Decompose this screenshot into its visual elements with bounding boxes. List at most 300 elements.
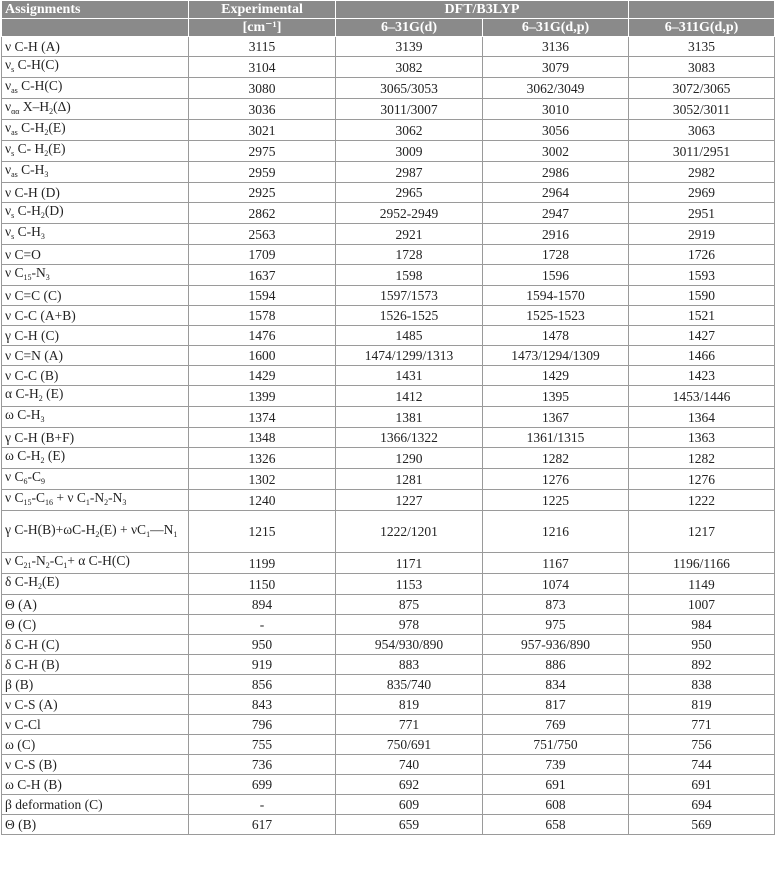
cell-631gd: 819 bbox=[336, 695, 483, 715]
subscript-text: 2 bbox=[95, 529, 100, 539]
assignment-text: —N bbox=[150, 521, 174, 537]
cell-6311gdp: 694 bbox=[629, 795, 775, 815]
subscript-text: 2 bbox=[44, 128, 49, 137]
assignment-text: C-H bbox=[17, 120, 45, 135]
cell-experimental: 3104 bbox=[189, 57, 336, 78]
cell-experimental: - bbox=[189, 795, 336, 815]
cell-assignment bbox=[2, 57, 189, 78]
cell-6311gdp: 950 bbox=[629, 635, 775, 655]
cell-631gd: 692 bbox=[336, 775, 483, 795]
table-row bbox=[2, 162, 775, 183]
assignment-text: ν bbox=[5, 141, 12, 156]
cell-631gdp: 691 bbox=[483, 775, 629, 795]
cell-6311gdp: 1453/1446 bbox=[629, 386, 775, 407]
assignment-text: Θ (B) bbox=[5, 817, 37, 832]
cell-631gdp: 3002 bbox=[483, 141, 629, 162]
assignment-text: C-H(C) bbox=[14, 57, 59, 72]
cell-6311gdp: 1149 bbox=[629, 574, 775, 595]
cell-assignment bbox=[2, 366, 189, 386]
subscript-text: 2 bbox=[49, 107, 54, 116]
table-row bbox=[2, 78, 775, 99]
cell-experimental: 1594 bbox=[189, 286, 336, 306]
cell-631gd: 1728 bbox=[336, 245, 483, 265]
cell-experimental: 843 bbox=[189, 695, 336, 715]
cell-631gd: 883 bbox=[336, 655, 483, 675]
cell-631gd: 1526-1525 bbox=[336, 306, 483, 326]
assignment-text: (E) bbox=[48, 120, 66, 135]
assignment-text: C-H(C) bbox=[17, 78, 63, 93]
table-row bbox=[2, 141, 775, 162]
assignment-text: ν C=O bbox=[5, 247, 41, 262]
assignment-text: ν C=C (C) bbox=[5, 288, 62, 303]
table-row bbox=[2, 99, 775, 120]
cell-6311gdp: 744 bbox=[629, 755, 775, 775]
cell-assignment bbox=[2, 755, 189, 775]
cell-assignment bbox=[2, 203, 189, 224]
assignment-text: + ν C bbox=[52, 490, 86, 505]
assignment-text: C- H bbox=[14, 141, 45, 156]
assignment-text: ν bbox=[5, 57, 12, 72]
cell-631gd: 1474/1299/1313 bbox=[336, 346, 483, 366]
assignment-text: ν bbox=[5, 203, 12, 218]
assignment-text: (E) + νC bbox=[99, 521, 147, 537]
header-basis-6311gdp: 6–311G(d,p) bbox=[629, 19, 775, 37]
cell-assignment bbox=[2, 675, 189, 695]
cell-631gd: 2987 bbox=[336, 162, 483, 183]
table-row bbox=[2, 511, 775, 553]
table-row bbox=[2, 386, 775, 407]
cell-631gdp: 769 bbox=[483, 715, 629, 735]
assignment-text: ν C-C (A+B) bbox=[5, 308, 76, 323]
subscript-text: 1 bbox=[173, 529, 178, 539]
assignment-text: -C bbox=[27, 469, 41, 484]
subscript-text: 3 bbox=[44, 170, 49, 179]
assignment-text: γ C-H (C) bbox=[5, 328, 59, 343]
assignment-text: δ C-H (B) bbox=[5, 657, 60, 672]
cell-631gd: 1290 bbox=[336, 448, 483, 469]
cell-6311gdp: 3083 bbox=[629, 57, 775, 78]
cell-631gd: 875 bbox=[336, 595, 483, 615]
table-row bbox=[2, 203, 775, 224]
table-row bbox=[2, 469, 775, 490]
cell-experimental: 617 bbox=[189, 815, 336, 835]
cell-6311gdp: 1276 bbox=[629, 469, 775, 490]
assignment-text: -N bbox=[89, 490, 105, 505]
cell-experimental: 1302 bbox=[189, 469, 336, 490]
table-header bbox=[2, 1, 775, 37]
assignment-text: β deformation (C) bbox=[5, 797, 103, 812]
table-row bbox=[2, 635, 775, 655]
cell-631gd: 750/691 bbox=[336, 735, 483, 755]
assignment-text: X–H bbox=[19, 99, 50, 114]
cell-631gd: 3139 bbox=[336, 37, 483, 57]
cell-assignment bbox=[2, 655, 189, 675]
assignment-text: ν bbox=[5, 120, 12, 135]
cell-6311gdp: 1726 bbox=[629, 245, 775, 265]
assignment-text: C-H bbox=[14, 224, 41, 239]
cell-631gd: 1171 bbox=[336, 553, 483, 574]
cell-631gdp: 1225 bbox=[483, 490, 629, 511]
cell-experimental: 2959 bbox=[189, 162, 336, 183]
cell-631gdp: 2964 bbox=[483, 183, 629, 203]
cell-631gd: 609 bbox=[336, 795, 483, 815]
cell-631gd: 2921 bbox=[336, 224, 483, 245]
cell-631gd: 3011/3007 bbox=[336, 99, 483, 120]
cell-experimental: 856 bbox=[189, 675, 336, 695]
cell-experimental: 2975 bbox=[189, 141, 336, 162]
assignment-text: -N bbox=[108, 490, 123, 505]
cell-631gdp: 739 bbox=[483, 755, 629, 775]
cell-631gd: 954/930/890 bbox=[336, 635, 483, 655]
table-row bbox=[2, 286, 775, 306]
subscript-text: as bbox=[11, 170, 18, 179]
subscript-text: 2 bbox=[40, 211, 45, 220]
subscript-text: 15 bbox=[23, 273, 32, 282]
cell-6311gdp: 2969 bbox=[629, 183, 775, 203]
table-row bbox=[2, 326, 775, 346]
subscript-text: αα bbox=[11, 107, 20, 116]
cell-assignment bbox=[2, 183, 189, 203]
assignment-text: γ C-H (B+F) bbox=[5, 430, 75, 445]
cell-631gd: 978 bbox=[336, 615, 483, 635]
assignment-text: (E) bbox=[44, 448, 66, 463]
table-row bbox=[2, 120, 775, 141]
assignment-text: ν C bbox=[5, 469, 24, 484]
subscript-text: 2 bbox=[38, 582, 42, 591]
cell-assignment bbox=[2, 162, 189, 183]
table-row bbox=[2, 675, 775, 695]
cell-631gdp: 817 bbox=[483, 695, 629, 715]
assignment-text: δ C-H (C) bbox=[5, 637, 60, 652]
cell-experimental: 919 bbox=[189, 655, 336, 675]
cell-631gd: 771 bbox=[336, 715, 483, 735]
assignment-text: (E) bbox=[42, 574, 60, 589]
cell-experimental: 1429 bbox=[189, 366, 336, 386]
cell-assignment bbox=[2, 635, 189, 655]
cell-experimental: 1709 bbox=[189, 245, 336, 265]
cell-631gd: 1222/1201 bbox=[336, 511, 483, 553]
cell-631gd: 1412 bbox=[336, 386, 483, 407]
cell-631gdp: 975 bbox=[483, 615, 629, 635]
assignment-text: γ C-H(B)+ωC-H bbox=[5, 521, 96, 537]
cell-631gdp: 886 bbox=[483, 655, 629, 675]
cell-631gd: 3009 bbox=[336, 141, 483, 162]
cell-6311gdp: 1590 bbox=[629, 286, 775, 306]
cell-assignment bbox=[2, 386, 189, 407]
cell-631gd: 835/740 bbox=[336, 675, 483, 695]
assignment-text: ν C-S (B) bbox=[5, 757, 57, 772]
cell-assignment bbox=[2, 795, 189, 815]
header-assignments: Assignments bbox=[2, 1, 189, 19]
subscript-text: 3 bbox=[45, 273, 50, 282]
cell-experimental: 1150 bbox=[189, 574, 336, 595]
cell-6311gdp: 984 bbox=[629, 615, 775, 635]
assignment-text: (D) bbox=[44, 203, 64, 218]
cell-6311gdp: 1196/1166 bbox=[629, 553, 775, 574]
cell-experimental: 755 bbox=[189, 735, 336, 755]
subscript-text: 16 bbox=[44, 498, 53, 507]
assignment-text: C-H bbox=[14, 203, 41, 218]
table-row bbox=[2, 346, 775, 366]
cell-631gdp: 1525-1523 bbox=[483, 306, 629, 326]
subscript-text: s bbox=[11, 65, 15, 74]
cell-assignment bbox=[2, 120, 189, 141]
cell-assignment bbox=[2, 490, 189, 511]
cell-631gd: 1431 bbox=[336, 366, 483, 386]
cell-experimental: 1240 bbox=[189, 490, 336, 511]
header-empty-sub bbox=[2, 19, 189, 37]
table-row bbox=[2, 183, 775, 203]
assignment-text: ν bbox=[5, 162, 12, 177]
cell-experimental: - bbox=[189, 615, 336, 635]
cell-assignment bbox=[2, 715, 189, 735]
subscript-text: 9 bbox=[40, 477, 45, 486]
cell-assignment bbox=[2, 511, 189, 553]
table-row bbox=[2, 490, 775, 511]
cell-6311gdp: 1217 bbox=[629, 511, 775, 553]
assignment-text: δ C-H bbox=[5, 574, 38, 589]
cell-6311gdp: 1364 bbox=[629, 407, 775, 428]
cell-assignment bbox=[2, 286, 189, 306]
cell-assignment bbox=[2, 306, 189, 326]
table-row bbox=[2, 366, 775, 386]
subscript-text: 6 bbox=[23, 477, 28, 486]
cell-6311gdp: 1521 bbox=[629, 306, 775, 326]
cell-631gdp: 873 bbox=[483, 595, 629, 615]
cell-631gd: 3065/3053 bbox=[336, 78, 483, 99]
cell-631gdp: 2986 bbox=[483, 162, 629, 183]
subscript-text: s bbox=[11, 211, 15, 220]
assignment-text: ω C-H bbox=[5, 448, 41, 463]
cell-631gd: 1153 bbox=[336, 574, 483, 595]
cell-631gdp: 3136 bbox=[483, 37, 629, 57]
cell-631gd: 1381 bbox=[336, 407, 483, 428]
cell-631gdp: 1361/1315 bbox=[483, 428, 629, 448]
subscript-text: 2 bbox=[45, 561, 50, 570]
table-row bbox=[2, 57, 775, 78]
subscript-text: s bbox=[11, 232, 15, 241]
cell-experimental: 1399 bbox=[189, 386, 336, 407]
header-experimental: Experimental bbox=[189, 1, 336, 19]
cell-experimental: 699 bbox=[189, 775, 336, 795]
cell-631gdp: 3010 bbox=[483, 99, 629, 120]
cell-assignment bbox=[2, 224, 189, 245]
cell-631gdp: 2916 bbox=[483, 224, 629, 245]
assignment-text: α C-H bbox=[5, 386, 39, 401]
cell-631gdp: 658 bbox=[483, 815, 629, 835]
cell-631gdp: 1728 bbox=[483, 245, 629, 265]
cell-631gdp: 2947 bbox=[483, 203, 629, 224]
table-body bbox=[2, 37, 775, 835]
assignment-text: ν C bbox=[5, 490, 24, 505]
subscript-text: 1 bbox=[146, 529, 151, 539]
vibrational-assignments-table bbox=[1, 0, 775, 835]
cell-assignment bbox=[2, 141, 189, 162]
cell-631gdp: 1282 bbox=[483, 448, 629, 469]
cell-631gdp: 751/750 bbox=[483, 735, 629, 755]
cell-6311gdp: 1222 bbox=[629, 490, 775, 511]
assignment-text: -N bbox=[31, 265, 46, 280]
assignment-text: ω C-H (B) bbox=[5, 777, 62, 792]
cell-631gd: 2952-2949 bbox=[336, 203, 483, 224]
cell-6311gdp: 3063 bbox=[629, 120, 775, 141]
cell-assignment bbox=[2, 595, 189, 615]
assignment-text: ω (C) bbox=[5, 737, 36, 752]
table-row bbox=[2, 795, 775, 815]
subscript-text: 3 bbox=[40, 415, 45, 424]
cell-631gd: 1227 bbox=[336, 490, 483, 511]
table-row bbox=[2, 224, 775, 245]
cell-assignment bbox=[2, 615, 189, 635]
cell-assignment bbox=[2, 99, 189, 120]
assignment-text: β (B) bbox=[5, 677, 34, 692]
assignment-text: ν C bbox=[5, 553, 24, 568]
table-row bbox=[2, 265, 775, 286]
assignment-text: ν C-H (D) bbox=[5, 185, 60, 200]
assignment-text: -C bbox=[31, 490, 45, 505]
assignment-text: ν C-H (A) bbox=[5, 39, 60, 54]
cell-631gdp: 1478 bbox=[483, 326, 629, 346]
cell-experimental: 1215 bbox=[189, 511, 336, 553]
cell-experimental: 2925 bbox=[189, 183, 336, 203]
cell-6311gdp: 1423 bbox=[629, 366, 775, 386]
cell-6311gdp: 1427 bbox=[629, 326, 775, 346]
assignment-text: -N bbox=[31, 553, 46, 568]
cell-6311gdp: 2951 bbox=[629, 203, 775, 224]
cell-631gd: 1485 bbox=[336, 326, 483, 346]
subscript-text: 3 bbox=[122, 498, 127, 507]
cell-631gd: 659 bbox=[336, 815, 483, 835]
assignment-text: Θ (A) bbox=[5, 597, 37, 612]
assignment-text: ν bbox=[5, 99, 12, 114]
assignment-text: ν C-Cl bbox=[5, 717, 41, 732]
cell-experimental: 796 bbox=[189, 715, 336, 735]
assignment-text: (E) bbox=[48, 141, 66, 156]
cell-experimental: 1600 bbox=[189, 346, 336, 366]
header-basis-631gd: 6–31G(d) bbox=[336, 19, 483, 37]
cell-631gdp: 1596 bbox=[483, 265, 629, 286]
cell-6311gdp: 3072/3065 bbox=[629, 78, 775, 99]
cell-631gdp: 1367 bbox=[483, 407, 629, 428]
cell-assignment bbox=[2, 245, 189, 265]
cell-6311gdp: 1593 bbox=[629, 265, 775, 286]
assignment-text: ν bbox=[5, 224, 12, 239]
subscript-text: as bbox=[11, 86, 18, 95]
cell-6311gdp: 1363 bbox=[629, 428, 775, 448]
cell-assignment bbox=[2, 37, 189, 57]
cell-6311gdp: 2982 bbox=[629, 162, 775, 183]
cell-assignment bbox=[2, 78, 189, 99]
assignment-text: ν C bbox=[5, 265, 24, 280]
cell-631gdp: 1473/1294/1309 bbox=[483, 346, 629, 366]
subscript-text: 1 bbox=[63, 561, 68, 570]
cell-experimental: 894 bbox=[189, 595, 336, 615]
cell-6311gdp: 1282 bbox=[629, 448, 775, 469]
header-empty bbox=[629, 1, 775, 19]
cell-631gd: 2965 bbox=[336, 183, 483, 203]
cell-631gdp: 834 bbox=[483, 675, 629, 695]
assignment-text: ν bbox=[5, 78, 12, 93]
cell-631gd: 3082 bbox=[336, 57, 483, 78]
cell-6311gdp: 819 bbox=[629, 695, 775, 715]
cell-experimental: 3036 bbox=[189, 99, 336, 120]
cell-631gdp: 1074 bbox=[483, 574, 629, 595]
cell-experimental: 1326 bbox=[189, 448, 336, 469]
cell-6311gdp: 1466 bbox=[629, 346, 775, 366]
subscript-text: 15 bbox=[23, 498, 32, 507]
cell-6311gdp: 756 bbox=[629, 735, 775, 755]
assignment-text: (E) bbox=[42, 386, 64, 401]
cell-assignment bbox=[2, 553, 189, 574]
cell-experimental: 2862 bbox=[189, 203, 336, 224]
table-row bbox=[2, 815, 775, 835]
table-row bbox=[2, 407, 775, 428]
table-row bbox=[2, 715, 775, 735]
subscript-text: 1 bbox=[85, 498, 90, 507]
cell-experimental: 3021 bbox=[189, 120, 336, 141]
cell-631gd: 740 bbox=[336, 755, 483, 775]
cell-assignment bbox=[2, 428, 189, 448]
cell-6311gdp: 691 bbox=[629, 775, 775, 795]
cell-assignment bbox=[2, 815, 189, 835]
cell-assignment bbox=[2, 326, 189, 346]
subscript-text: 21 bbox=[23, 561, 32, 570]
table-row bbox=[2, 306, 775, 326]
cell-assignment bbox=[2, 469, 189, 490]
assignment-text: -C bbox=[49, 553, 64, 568]
assignment-text: Θ (C) bbox=[5, 617, 37, 632]
cell-assignment bbox=[2, 574, 189, 595]
cell-experimental: 1637 bbox=[189, 265, 336, 286]
assignment-text: C-H bbox=[17, 162, 45, 177]
table-row bbox=[2, 553, 775, 574]
subscript-text: 2 bbox=[40, 456, 45, 465]
cell-631gdp: 1594-1570 bbox=[483, 286, 629, 306]
cell-6311gdp: 3052/3011 bbox=[629, 99, 775, 120]
assignment-text: ν C-C (B) bbox=[5, 368, 59, 383]
cell-6311gdp: 2919 bbox=[629, 224, 775, 245]
cell-631gdp: 1216 bbox=[483, 511, 629, 553]
table-row bbox=[2, 695, 775, 715]
cell-experimental: 2563 bbox=[189, 224, 336, 245]
table-row bbox=[2, 245, 775, 265]
table-row bbox=[2, 595, 775, 615]
table-row bbox=[2, 448, 775, 469]
assignment-text: ν C=N (A) bbox=[5, 348, 63, 363]
cell-experimental: 950 bbox=[189, 635, 336, 655]
cell-experimental: 1199 bbox=[189, 553, 336, 574]
cell-experimental: 3115 bbox=[189, 37, 336, 57]
cell-assignment bbox=[2, 695, 189, 715]
cell-assignment bbox=[2, 346, 189, 366]
cell-assignment bbox=[2, 407, 189, 428]
cell-631gd: 1366/1322 bbox=[336, 428, 483, 448]
assignment-text: + α C-H(C) bbox=[67, 553, 130, 568]
cell-experimental: 3080 bbox=[189, 78, 336, 99]
assignment-text: (Δ) bbox=[53, 99, 71, 114]
cell-experimental: 1348 bbox=[189, 428, 336, 448]
header-dft-method: DFT/B3LYP bbox=[336, 1, 629, 19]
cell-631gdp: 1167 bbox=[483, 553, 629, 574]
table-row bbox=[2, 735, 775, 755]
cell-631gdp: 3056 bbox=[483, 120, 629, 141]
cell-6311gdp: 1007 bbox=[629, 595, 775, 615]
cell-experimental: 1374 bbox=[189, 407, 336, 428]
cell-experimental: 736 bbox=[189, 755, 336, 775]
cell-6311gdp: 892 bbox=[629, 655, 775, 675]
table-row bbox=[2, 655, 775, 675]
cell-6311gdp: 3135 bbox=[629, 37, 775, 57]
